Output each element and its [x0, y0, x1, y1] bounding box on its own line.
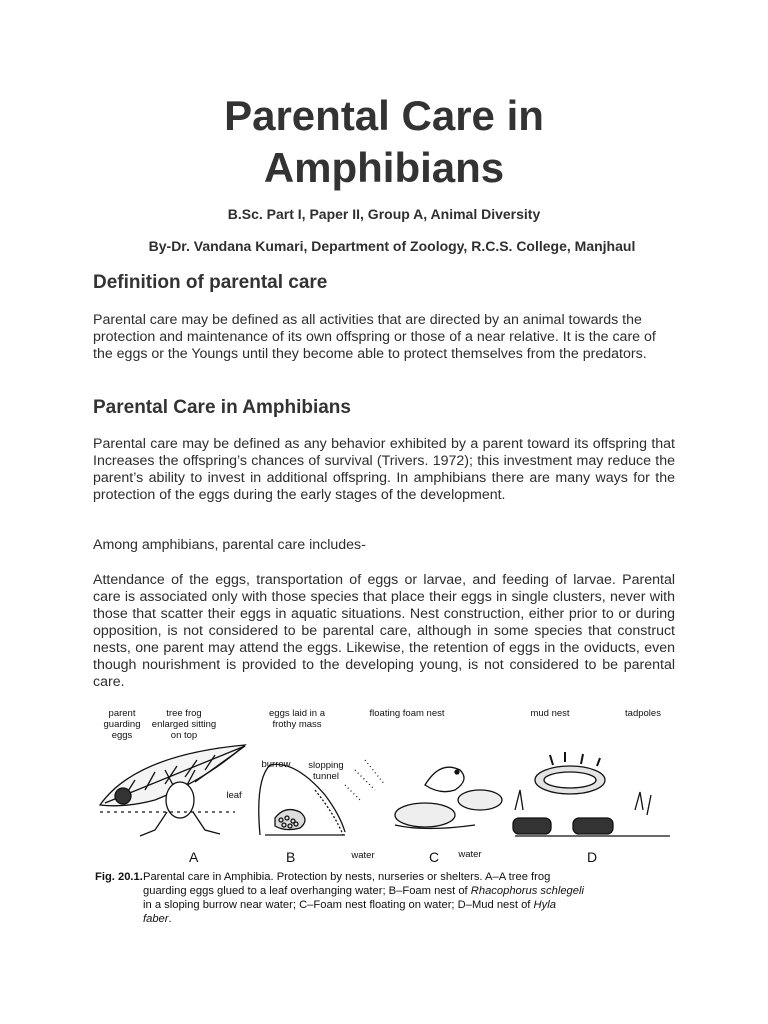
parental-care-paragraph: Parental care may be defined as any behavior exhibited by a parent toward its offspring that Increases the offspring’s chances of survival (Trivers. 1972); this investment may reduce the parent’s ability to invest in additional offspring. In amphibians there are many ways for the protection of the eggs during the early stages of the development.: [93, 436, 675, 503]
panel-d-drawing: [513, 752, 670, 836]
label-parent-guarding: parent guarding eggs: [103, 708, 141, 741]
caption-number: Fig. 20.1.: [95, 871, 143, 883]
label-burrow: burrow: [261, 759, 291, 770]
label-sloping-tunnel: slopping tunnel: [308, 760, 344, 782]
label-leaf: leaf: [226, 790, 242, 801]
label-mud-nest: mud nest: [530, 708, 570, 719]
caption-end: .: [168, 913, 172, 925]
label-tadpoles: tadpoles: [625, 708, 661, 719]
caption-line-4: faber: [143, 913, 169, 925]
title-line-1: Parental Care in: [224, 92, 544, 139]
panel-label-d: D: [587, 849, 598, 865]
panel-c-drawing: [345, 760, 502, 829]
title-line-2: Amphibians: [263, 144, 505, 191]
caption-line-3: in a sloping burrow near water; C–Foam nest floating on water; D–Mud nest of: [143, 899, 534, 911]
page-title: [0, 90, 768, 194]
course-subtitle: B.Sc. Part I, Paper II, Group A, Animal Diversity: [227, 206, 541, 222]
label-tree-frog: tree frog enlarged sitting on top: [151, 708, 217, 741]
panel-label-b: B: [286, 849, 296, 865]
caption-species-2: Hyla: [533, 899, 556, 911]
definition-paragraph: Parental care may be defined as all activities that are directed by an animal towards the protection and maintenance of its own offspring or those of a near relative. It is the care of the eggs or the Youngs until they become able to protect themselves from the predators.: [93, 312, 656, 362]
label-floating-foam: floating foam nest: [369, 708, 445, 719]
panel-label-c: C: [429, 849, 440, 865]
attendance-paragraph: Attendance of the eggs, transportation of eggs or larvae, and feeding of larvae. Parental care is associated only with those species that place their eggs in single clusters, never with those that scatter their eggs in aquatic situations. Nest construction, either prior to or during opposition, is not considered to be parental care, although in some species that construct nests, one parent may attend the eggs. Likewise, the retention of eggs in the oviducts, even though nourishment is provided to the developing young, is not considered to be parental care.: [93, 572, 675, 690]
panel-label-a: A: [189, 849, 199, 865]
parental-care-heading: Parental Care in Amphibians: [93, 397, 351, 418]
definition-heading: Definition of parental care: [93, 272, 328, 293]
figure-parental-care: [95, 700, 677, 935]
caption-species-1: Rhacophorus schlegeli: [470, 885, 584, 897]
label-water-c: water: [458, 849, 482, 860]
label-water-b: water: [351, 850, 375, 861]
includes-paragraph: Among amphibians, parental care includes-: [93, 537, 366, 553]
figure-caption: [95, 870, 677, 926]
author-subtitle: By-Dr. Vandana Kumari, Department of Zoology, R.C.S. College, Manjhaul: [148, 238, 636, 254]
label-eggs-frothy: eggs laid in a frothy mass: [269, 708, 325, 730]
caption-line-1: Parental care in Amphibia. Protection by nests, nurseries or shelters. A–A tree frog: [143, 871, 551, 883]
caption-line-2: guarding eggs glued to a leaf overhanging water; B–Foam nest of: [143, 885, 471, 897]
